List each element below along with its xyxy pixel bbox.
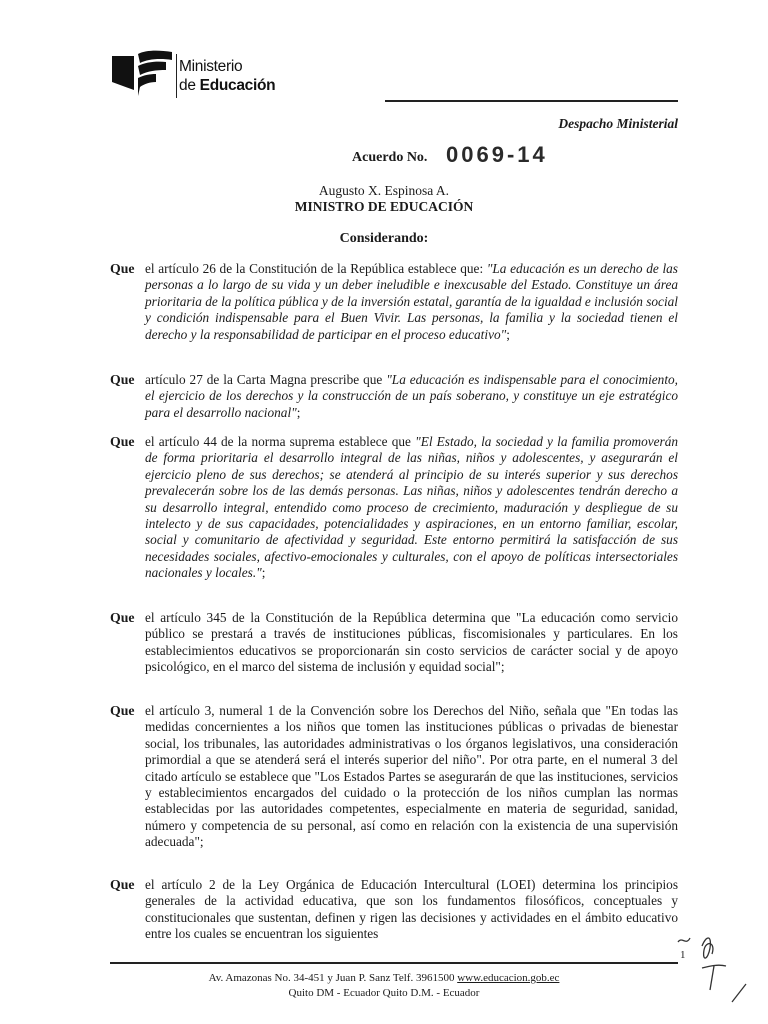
- logo-text-prefix: de: [179, 77, 200, 94]
- que-label: Que: [110, 261, 135, 276]
- clause-quote: "La educación es indispensable para el conocimiento, el ejercicio de los derechos y la construcción de un país soberano, y constituye un eje estratégico para el desarrollo nacional": [145, 372, 678, 420]
- clause-2: [110, 372, 678, 421]
- clause-body: [145, 372, 678, 421]
- clause-text-end: ;: [506, 326, 510, 342]
- ministry-logo-mark-icon: [110, 46, 174, 98]
- clause-body: [145, 703, 678, 851]
- acuerdo-label: Acuerdo No.: [352, 150, 428, 165]
- clause-body: [145, 877, 678, 943]
- logo-text-line2: [179, 77, 275, 95]
- footer-address: [0, 972, 768, 984]
- logo-divider: [176, 54, 177, 98]
- footer-city: Quito DM - Ecuador Quito D.M. - Ecuador: [288, 987, 480, 999]
- clause-text: el artículo 26 de la Constitución de la República establece que:: [145, 261, 487, 276]
- clause-text: artículo 27 de la Carta Magna prescribe que: [145, 372, 387, 387]
- header-rule: [385, 100, 678, 102]
- clause-quote: "El Estado, la sociedad y la familia promoverán de forma prioritaria el desarrollo integral de las niñas, niños y adolescentes, y asegurarán el ejercicio pleno de sus derechos; se atenderá al principio de su interés superior y sus derechos prevalecerán sobre los de las demás personas. Las niñas, niños y adolescentes tendrán derecho a su desarrollo integral, entendido como proceso de crecimiento, maduración y despliegue de su intelecto y de sus capacidades, potencialidades y aspiraciones, en un entorno familiar, escolar, social y comunitario de afectividad y seguridad. Este entorno permitirá la satisfacción de sus necesidades sociales, afectivo-emocionales y culturales, con el apoyo de políticas intersectoriales nacionales y locales.": [145, 434, 678, 581]
- footer-website-link[interactable]: www.educacion.gob.ec: [457, 972, 560, 984]
- clause-body: [145, 434, 678, 582]
- que-label: Que: [110, 610, 135, 625]
- clause-5: [110, 703, 678, 851]
- acuerdo-number: 0069-14: [446, 142, 548, 167]
- clause-1: [110, 261, 678, 343]
- que-label: Que: [110, 703, 135, 718]
- clause-body: [145, 610, 678, 676]
- clause-body: [145, 261, 678, 343]
- footer-address-text: Av. Amazonas No. 34-451 y Juan P. Sanz Telf. 3961500: [208, 972, 458, 984]
- clause-text: el artículo 2 de la Ley Orgánica de Educación Intercultural (LOEI) determina los principios generales de la actividad educativa, que son los fundamentos filosóficos, conceptuales y constitucionales que sustentan, definen y rigen las decisiones y actividades en el ámbito educativo entre los cuales se encuentran los siguientes: [145, 877, 678, 942]
- que-label: Que: [110, 877, 135, 892]
- minister-title: MINISTRO DE EDUCACIÓN: [294, 199, 474, 214]
- footer-rule: [110, 962, 678, 964]
- clause-text: el artículo 345 de la Constitución de la República determina que "La educación como servicio público se prestará a través de instituciones públicas, fiscomisionales y particulares. En los establecimientos educativos se proporcionarán sin costo servicios de carácter social y de apoyo psicológico, en el marco del sistema de inclusión y equidad social";: [145, 610, 678, 675]
- clause-text-end: ;: [296, 404, 301, 420]
- logo-text-bold: Educación: [199, 77, 276, 94]
- clause-3: [110, 434, 678, 582]
- clause-quote: "La educación es un derecho de las personas a lo largo de su vida y un deber ineludible e inexcusable del Estado. Constituye un área prioritaria de la política pública y de la inversión estatal, garantía de la igualdad e inclusión social y condición indispensable para el Buen Vivir. Las personas, la familia y la sociedad tienen el derecho y la responsabilidad de participar en el proceso educativo": [145, 261, 678, 342]
- minister-name: Augusto X. Espinosa A.: [318, 183, 450, 198]
- que-label: Que: [110, 372, 135, 387]
- logo-text-line1: Ministerio: [179, 58, 243, 75]
- despacho-label: Despacho Ministerial: [558, 116, 678, 131]
- clause-text: el artículo 3, numeral 1 de la Convención sobre los Derechos del Niño, señala que "En todas las medidas concernientes a los niños que tomen las instituciones públicas o privadas de bienestar social, los tribunales, las autoridades administrativas o los órganos legislativos, una consideración primordial a que se atenderá será el interés superior del niño". Por otra parte, en el numeral 3 del citado artículo se establece que "Los Estados Partes se asegurarán de que las instituciones, servicios y establecimientos encargados del cuidado o la protección de los niños cumplan las normas establecidas por las autoridades competentes, especialmente en materia de seguridad, sanidad, número y competencia de su personal, así como en relación con la existencia de una supervisión adecuada";: [145, 703, 678, 850]
- clause-text: el artículo 44 de la norma suprema establece que: [145, 434, 416, 449]
- ministry-logo: [110, 46, 300, 98]
- clause-text-end: ;: [261, 565, 266, 581]
- que-label: Que: [110, 434, 135, 449]
- clause-4: [110, 610, 678, 676]
- page-number: 1: [680, 949, 686, 961]
- considerando-heading: Considerando:: [339, 231, 429, 246]
- clause-6: [110, 877, 678, 943]
